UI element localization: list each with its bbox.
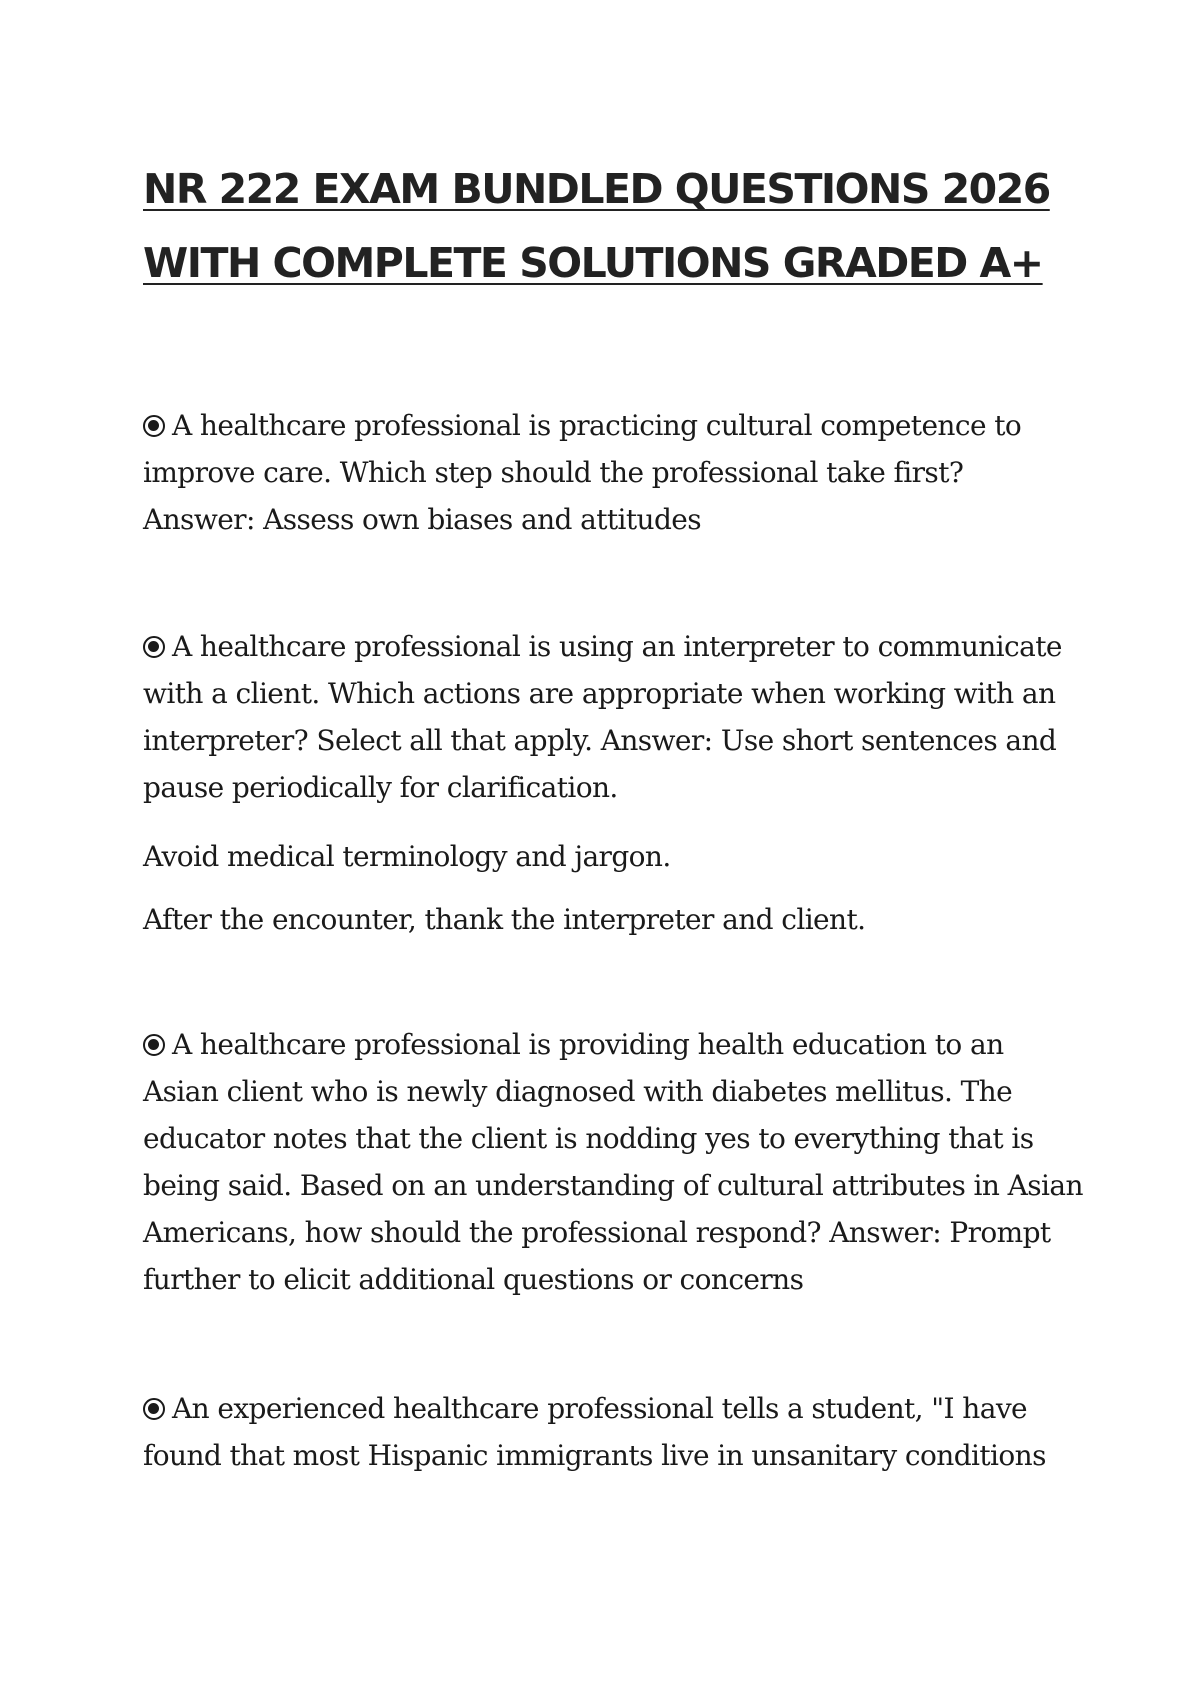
answer-extra-line: Avoid medical terminology and jargon. <box>143 840 671 873</box>
question-text-1: A healthcare professional is practicing cultural competence to improve care. Which step should the professional take first? Answer: Assess own biases and attitudes <box>143 409 1022 536</box>
bullet-icon <box>143 415 165 437</box>
document-title <box>143 152 1083 300</box>
bullet-icon <box>143 1034 165 1056</box>
question-item-2 <box>143 623 1083 811</box>
answer-extra-line: After the encounter, thank the interpreter and client. <box>143 903 866 936</box>
question-item-3 <box>143 1021 1083 1303</box>
title-line-2: WITH COMPLETE SOLUTIONS GRADED A+ <box>143 239 1043 287</box>
title-line-1: NR 222 EXAM BUNDLED QUESTIONS 2026 <box>143 165 1050 213</box>
bullet-icon <box>143 636 165 658</box>
bullet-icon <box>143 1398 165 1420</box>
question-item-4 <box>143 1385 1083 1479</box>
question-text-3: A healthcare professional is providing health education to an Asian client who is newly diagnosed with diabetes mellitus. The educator notes that the client is nodding yes to everything that is being said. Based on an understanding of cultural attributes in Asian Americans, how should the professional respond? Answer: Prompt further to elicit additional questions or concerns <box>143 1028 1083 1296</box>
question-text-4: An experienced healthcare professional tells a student, "I have found that most Hispanic immigrants live in unsanitary conditions <box>143 1392 1046 1472</box>
question-text-2: A healthcare professional is using an interpreter to communicate with a client. Which actions are appropriate when working with an interpreter? Select all that apply. Answer: Use short sentences and pause periodically for clarification. <box>143 630 1062 804</box>
question-item-1 <box>143 402 1083 543</box>
